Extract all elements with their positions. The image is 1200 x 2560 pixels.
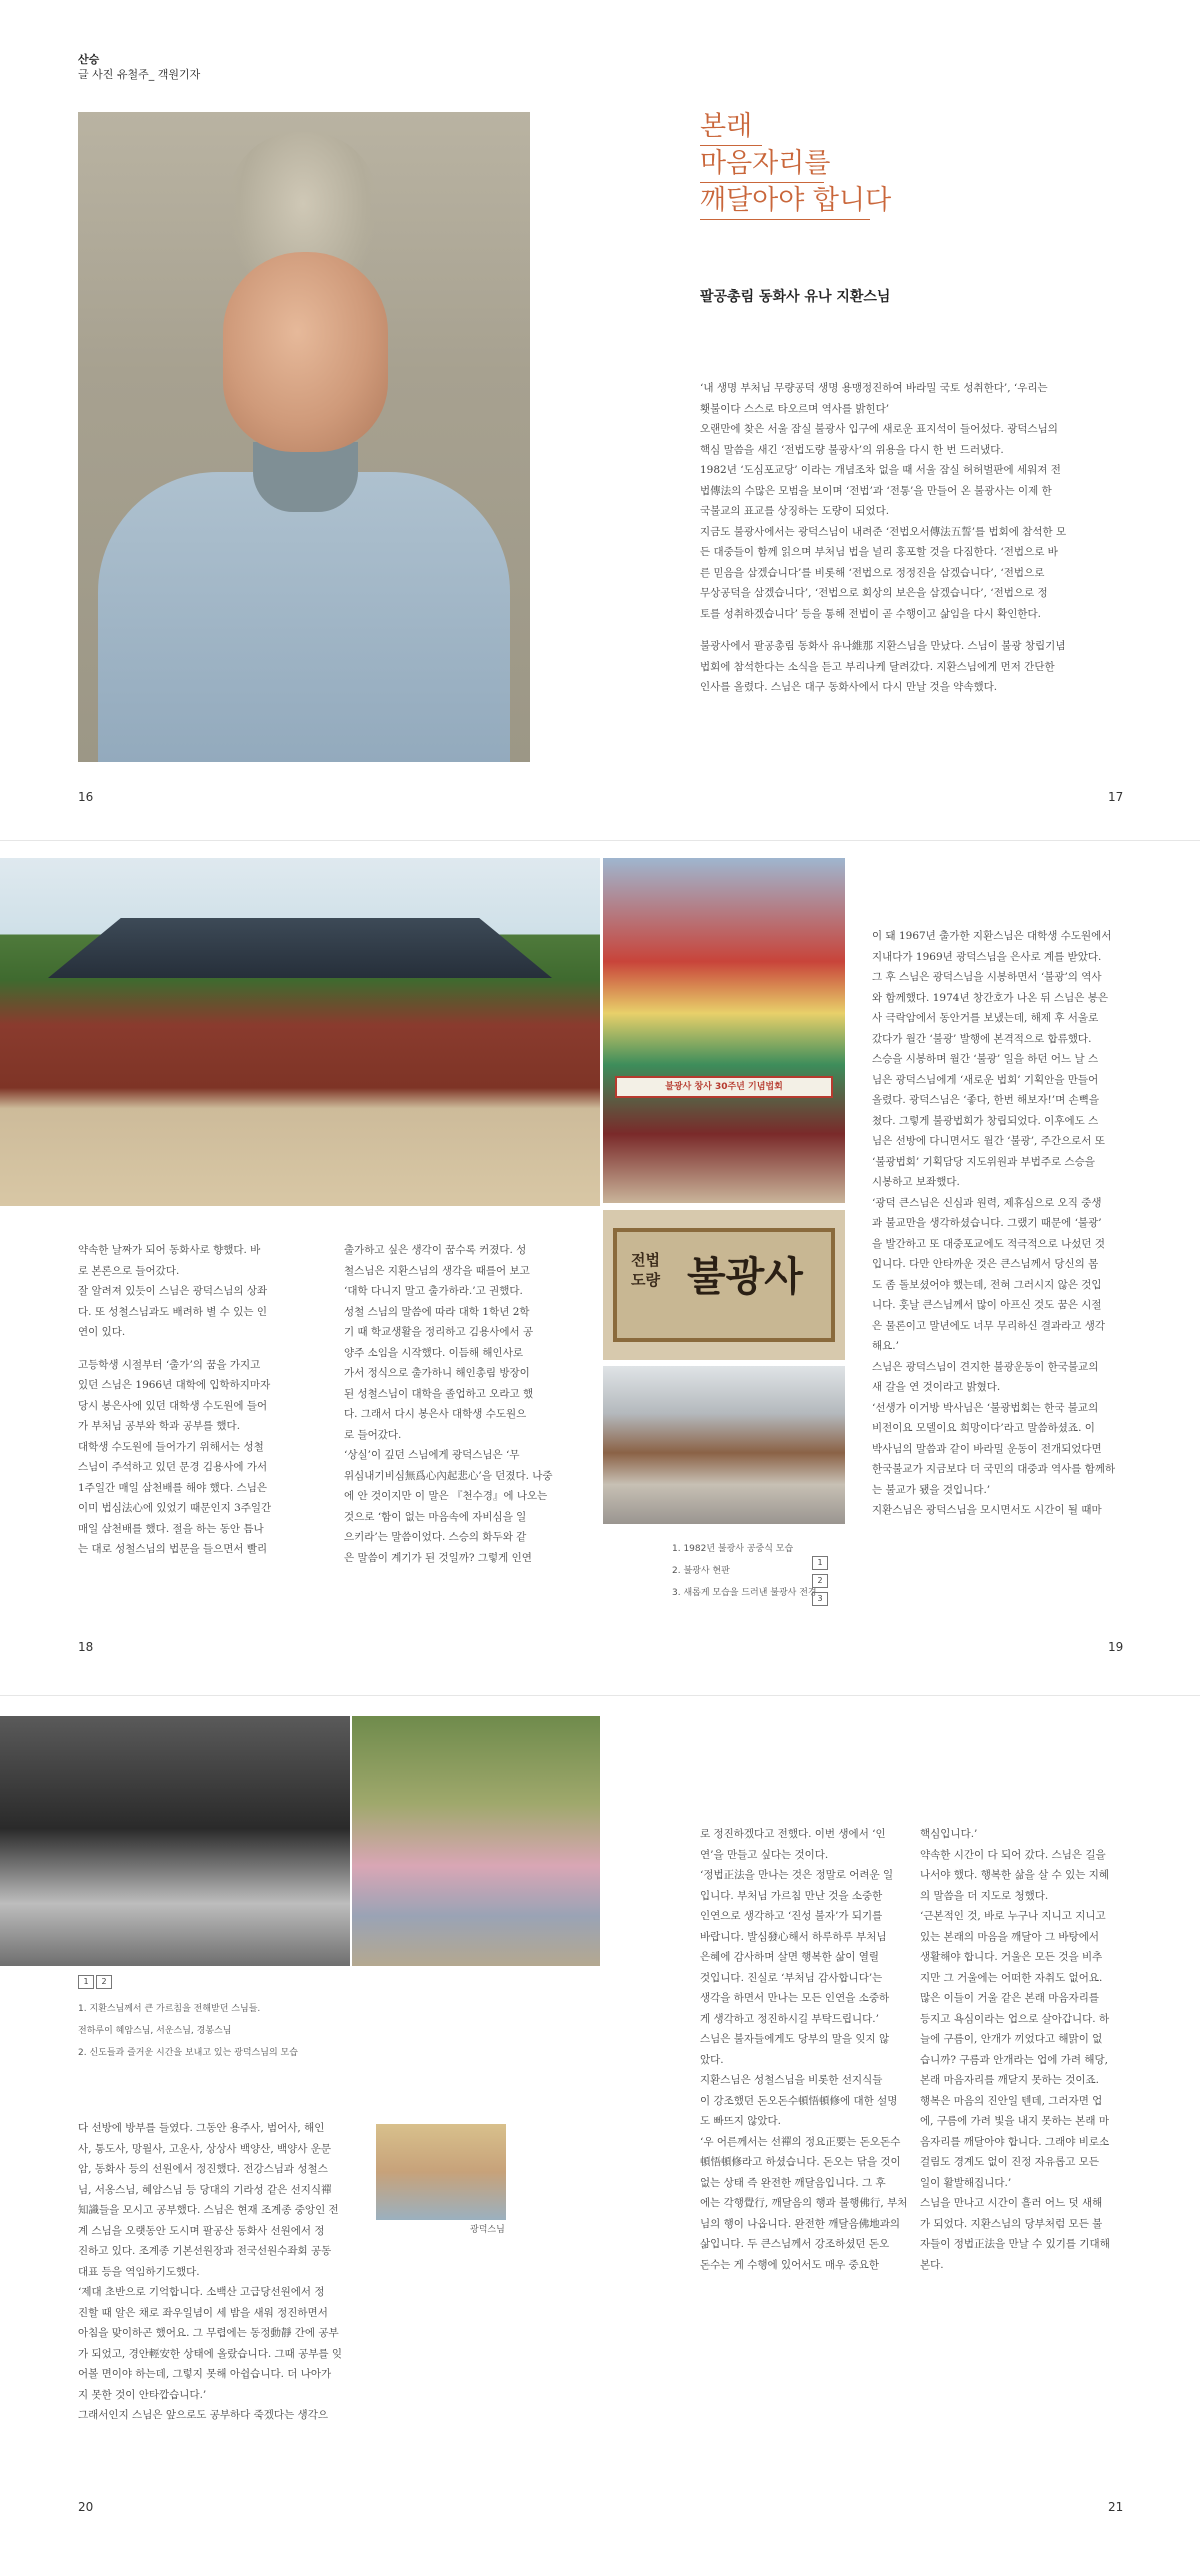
- body-line: [700, 624, 1100, 636]
- body-line: 핵심입니다.’: [920, 1828, 978, 1840]
- body-line: 스님은 광덕스님이 견지한 불광운동이 한국불교의: [872, 1360, 1099, 1373]
- body-line: 님은 광덕스님에게 ‘새로운 법회’ 기획안을 만들어: [872, 1073, 1099, 1086]
- body-line: 시봉하고 보좌했다.: [872, 1176, 960, 1188]
- body-line: 지만 그 거울에는 어떠한 자취도 없어요.: [920, 1971, 1103, 1984]
- body-line: 대표 등을 역임하기도했다.: [78, 2265, 200, 2278]
- title-underline-3: [700, 219, 870, 220]
- body-line: 이 강조했던 돈오돈수頓悟頓修에 대한 설명: [700, 2094, 898, 2107]
- page-number-17: 17: [1108, 790, 1124, 804]
- body-line: 로 정진하겠다고 전했다. 이번 생에서 ‘인: [700, 1828, 886, 1840]
- monk-portrait-photo: [78, 112, 530, 762]
- festival-banner: 불광사 창사 30주년 기념법회: [615, 1076, 833, 1098]
- title-line-1: 본래: [700, 111, 753, 142]
- title-underline-1: [700, 145, 762, 146]
- body-line: 로 본론으로 들어갔다.: [78, 1264, 180, 1277]
- body-line: 은혜에 감사하며 살면 행복한 삶이 열릴: [700, 1951, 879, 1963]
- body-line: 고등학생 시절부터 ‘출가’의 꿈을 가지고: [78, 1358, 261, 1371]
- body-line: 출가하고 싶은 생각이 꿈수록 커졌다. 성: [344, 1244, 527, 1256]
- p20-body-text: [78, 2118, 358, 2426]
- body-line: 한국불교가 지금보다 더 국민의 대중과 역사를 함께하: [872, 1463, 1116, 1475]
- body-line: 돈수는 게 수행에 있어서도 매우 중요한: [700, 2258, 879, 2271]
- body-line: 과 불교만을 생각하셨습니다. 그랬기 때문에 ‘불광’: [872, 1217, 1102, 1229]
- body-line: 나서야 했다. 행복한 삶을 살 수 있는 지혜: [920, 1869, 1109, 1881]
- p19-captions: [672, 1534, 822, 1609]
- body-line: 매일 삼천배를 했다. 절을 하는 동안 틈나: [78, 1522, 264, 1535]
- body-line: 님의 행이 나옵니다. 완전한 깨달음佛地과의: [700, 2217, 900, 2230]
- body-line: 다. 그래서 다시 봉은사 대학생 수도원으: [344, 1408, 527, 1420]
- body-line: 스승을 시봉하며 월간 ‘불광’ 일을 하던 어느 날 스: [872, 1053, 1099, 1065]
- title-underline-2: [700, 182, 824, 183]
- body-line: 것입니다. 진실로 ‘부처님 감사합니다’는: [700, 1971, 883, 1984]
- caption-line: 1. 지환스님께서 큰 가르침을 전해받던 스님들.: [78, 2004, 261, 2014]
- spread-divider: [0, 840, 1200, 841]
- body-line: 일이 활발해집니다.’: [920, 2176, 1012, 2189]
- page-number-21: 21: [1108, 2500, 1124, 2514]
- body-line: 무상공덕을 삼겠습니다’, ‘전법으로 회상의 보은을 삼겠습니다’, ‘전법으로 정: [700, 587, 1048, 599]
- body-line: 지환스님은 성철스님을 비롯한 선지식들: [700, 2074, 883, 2086]
- body-line: 횃불이다 스스로 타오르며 역사를 밝힌다’: [700, 402, 890, 415]
- body-line: 에 안 것이지만 이 말은 『천수경』에 나오는: [344, 1490, 548, 1502]
- body-line: ‘광덕 큰스님은 신심과 원력, 제휴심으로 오직 중생: [872, 1196, 1102, 1209]
- body-line: ‘제대 초반으로 기억합니다. 소백산 고급당선원에서 정: [78, 2286, 325, 2298]
- body-line: 가서 정식으로 출가하니 해인총림 방장이: [344, 1367, 530, 1379]
- page-number-19: 19: [1108, 1640, 1124, 1654]
- body-line: 른 믿음을 삼겠습니다’를 비롯해 ‘전법으로 정정진을 삼겠습니다’, ‘전법으로: [700, 566, 1045, 579]
- body-line: 새 갈을 연 것이라고 밝혔다.: [872, 1381, 1001, 1393]
- title-line-2: 마음자리를: [700, 148, 831, 179]
- small-portrait-caption: 광덕스님: [470, 2225, 505, 2235]
- monks-bw-photo: [0, 1716, 350, 1966]
- body-line: 인연으로 생각하고 ‘진성 불자’가 되기를: [700, 1910, 883, 1922]
- body-line: 연이 있다.: [78, 1326, 126, 1338]
- body-line: 바랍니다. 발심發心해서 하루하루 부처님: [700, 1930, 887, 1943]
- dancing-monk-photo: [352, 1716, 600, 1966]
- caption-line: 1. 1982년 불광사 공중식 모습: [672, 1544, 794, 1554]
- body-line: 법회에 참석한다는 소식을 듣고 부리나케 달려갔다. 지환스님에게 먼저 간단한: [700, 660, 1055, 673]
- body-line: 의 말씀을 더 지도로 청했다.: [920, 1889, 1049, 1902]
- body-line: 은 물론이고 말년에도 너무 무리하신 결과라고 생각: [872, 1319, 1106, 1332]
- festival-photo: [603, 858, 845, 1203]
- signboard-small-bottom: 도량: [631, 1271, 660, 1289]
- body-line: 박사님의 말씀과 같이 바라밀 운동이 전개되었다면: [872, 1442, 1102, 1455]
- body-line: ‘우 어른께서는 선禪의 정요正要는 돈오돈수: [700, 2135, 901, 2148]
- title-line-3: 깨달아야 합니다: [700, 185, 892, 216]
- body-line: 계 스님을 오랫동안 도시며 팔공산 동화사 선원에서 정: [78, 2224, 325, 2237]
- body-line: 에는 각행覺行, 깨달음의 행과 불행佛行, 부처: [700, 2197, 908, 2209]
- body-line: 생활해야 합니다. 거울은 모든 것을 비추: [920, 1951, 1103, 1963]
- body-line: 그래서인지 스님은 앞으로도 공부하다 죽겠다는 생각으: [78, 2409, 328, 2421]
- body-line: 약속한 시간이 다 되어 갔다. 스님은 길을: [920, 1848, 1106, 1861]
- signboard-small-top: 전법: [631, 1251, 660, 1269]
- body-line: 이 돼 1967년 출가한 지환스님은 대학생 수도원에서: [872, 930, 1112, 942]
- body-line: ‘선생가 이거방 박사님은 ‘불광법회는 한국 불교의: [872, 1401, 1099, 1414]
- body-line: 에, 구름에 가려 빛을 내지 못하는 본래 마: [920, 2115, 1109, 2127]
- p20-captions: [78, 1994, 378, 2069]
- caption-box-3: 3: [812, 1592, 828, 1606]
- body-line: 있던 스님은 1966년 대학에 입학하지마자: [78, 1379, 271, 1391]
- page-number-20: 20: [78, 2500, 94, 2514]
- body-line: 본래 마음자리를 깨닫지 못하는 것이죠.: [920, 2074, 1099, 2086]
- body-line: 갔다가 월간 ‘불광’ 발행에 본격적으로 합류했다.: [872, 1032, 1092, 1045]
- caption-box-2: 2: [812, 1574, 828, 1588]
- body-line: 님은 선방에 다니면서도 월간 ‘불광’, 주간으로서 또: [872, 1135, 1105, 1147]
- article-subtitle: 팔공총림 동화사 유나 지환스님: [700, 289, 891, 305]
- body-line: 습니까? 구름과 안개라는 업에 가려 해당,: [920, 2053, 1108, 2066]
- caption-box-1: 1: [812, 1556, 828, 1570]
- body-line: 스님을 만나고 시간이 흘러 어느 덧 새해: [920, 2197, 1103, 2209]
- body-line: 이미 법심法心에 있었기 때문인지 3주일간: [78, 1502, 272, 1514]
- body-line: 기 때 학교생활을 정리하고 김용사에서 공: [344, 1326, 534, 1338]
- body-line: 을 발간하고 또 대중포교에도 적극적으로 나섰던 것: [872, 1237, 1106, 1250]
- body-line: 가 되었다. 지환스님의 당부처럼 모든 불: [920, 2217, 1103, 2230]
- body-line: 국불교의 표교를 상징하는 도량이 되었다.: [700, 505, 890, 517]
- body-line: 은 말씀이 계기가 된 것일까? 그렇게 인연: [344, 1551, 532, 1564]
- page-number-16: 16: [78, 790, 94, 804]
- body-line: 핵심 말씀을 새긴 ‘전법도량 불광사’의 위용을 다시 한 번 드러냈다.: [700, 443, 1004, 456]
- body-line: 올렸다. 광덕스님은 ‘좋다, 한번 해보자!’며 손뼉을: [872, 1094, 1099, 1106]
- body-line: 쳤다. 그렇게 불광법회가 창립되었다. 이후에도 스: [872, 1114, 1099, 1127]
- body-line: 불광사에서 팔공총림 동화사 유나維那 지환스님을 만났다. 스님이 불광 창립기념: [700, 640, 1066, 652]
- body-line: 생각을 하면서 만나는 모든 인연을 소중하: [700, 1992, 890, 2004]
- body-line: 법傳法의 수많은 모범을 보이며 ‘전법’과 ‘전통’을 만들어 온 불광사는 이제 한: [700, 484, 1052, 497]
- p18-body-col-a: [78, 1240, 318, 1560]
- body-line: 철스님은 지환스님의 생각을 때를어 보고: [344, 1264, 530, 1277]
- body-line: 입니다. 다만 안타까운 것은 큰스님께서 당신의 몸: [872, 1258, 1099, 1270]
- body-line: 없는 상태 즉 완전한 깨달음입니다. 그 후: [700, 2176, 886, 2189]
- body-line: 사, 통도사, 망월사, 고운사, 상상사 백양산, 백양사 운문: [78, 2142, 332, 2155]
- body-line: 약속한 날짜가 되어 동화사로 향했다. 바: [78, 1244, 261, 1256]
- caption-line: 3. 새롭게 모습을 드러낸 불광사 전경: [672, 1588, 817, 1598]
- body-line: 늘에 구름이, 안개가 끼었다고 해맑이 없: [920, 2033, 1103, 2045]
- body-line: 자들이 정법正法을 만날 수 있기를 기대해: [920, 2238, 1110, 2250]
- p18-body-col-b: [344, 1240, 584, 1568]
- body-line: 것으로 ‘함이 없는 마음속에 자비심을 일: [344, 1510, 527, 1523]
- body-line: 다 선방에 방부를 들였다. 그동안 용주사, 범어사, 해인: [78, 2122, 325, 2134]
- article-title: [700, 108, 891, 219]
- caption-line: 2. 신도들과 즐거운 시간을 보내고 있는 광덕스님의 모습: [78, 2048, 298, 2058]
- body-line: 음자리를 깨달아야 합니다. 그래야 비로소: [920, 2135, 1110, 2148]
- small-portrait-photo: [376, 2124, 506, 2220]
- body-line: 그 후 스님은 광덕스님을 시봉하면서 ‘불광’의 역사: [872, 971, 1102, 983]
- body-line: 든 대중들이 함께 읽으며 부처님 법을 널리 홍포할 것을 다짐한다. ‘전법으로 바: [700, 546, 1058, 558]
- body-line: 위심내기비심無爲心內起悲心’을 던졌다. 나중: [344, 1469, 553, 1482]
- page-header: [78, 52, 200, 82]
- section-label: 산승: [78, 53, 100, 66]
- body-line: 지내다가 1969년 광덕스님을 은사로 계를 받았다.: [872, 950, 1102, 963]
- signboard-name: 불광사: [687, 1253, 803, 1300]
- body-line: 암, 동화사 등의 선원에서 정진했다. 전강스님과 성철스: [78, 2163, 328, 2175]
- body-line: 도 좀 돌보셨어야 했는데, 전혀 그러시지 않은 것입: [872, 1278, 1102, 1291]
- body-line: 행복은 마음의 진안일 텐데, 그러자면 업: [920, 2094, 1103, 2107]
- body-line: 게 생각하고 정진하시길 부탁드립니다.’: [700, 2012, 879, 2025]
- body-line: 가 부처님 공부와 학과 공부를 했다.: [78, 1420, 241, 1432]
- temple-photo: [0, 858, 600, 1206]
- body-line: ‘불광법회’ 기획담당 지도위원과 부법주로 스승을: [872, 1155, 1095, 1168]
- body-line: ‘정법正法을 만나는 것은 정말로 어려운 일: [700, 1869, 894, 1881]
- body-line: 인사를 올렸다. 스님은 대구 동화사에서 다시 만날 것을 약속했다.: [700, 681, 998, 693]
- body-line: 비전이요 모델이요 희망이다’라고 말씀하셨죠. 이: [872, 1422, 1095, 1434]
- body-line: 입니다. 부처님 가르침 만난 것을 소중한: [700, 1889, 883, 1902]
- body-line: 스님은 불자들에게도 당부의 말을 잊지 않: [700, 2033, 890, 2045]
- body-line: 는 대로 성철스님의 법문을 들으면서 빨리: [78, 1543, 268, 1555]
- p21-body-col-b: [920, 1824, 1130, 2275]
- body-line: 는 불교가 됐을 것입니다.’: [872, 1483, 991, 1496]
- body-line: 성철 스님의 말씀에 따라 대학 1학년 2학: [344, 1305, 530, 1318]
- temple-building-photo: [603, 1366, 845, 1524]
- signboard-photo: [603, 1210, 845, 1360]
- body-line: ‘상실’이 깊던 스님에게 광덕스님은 ‘무: [344, 1449, 520, 1461]
- caption-line: 2. 불광사 현판: [672, 1566, 730, 1576]
- body-line: 1982년 ‘도심포교당’ 이라는 개념조차 없을 때 서울 잠실 허허벌판에 세워져 전: [700, 464, 1061, 476]
- spread-divider-2: [0, 1695, 1200, 1696]
- body-line: 가 되었고, 경안輕安한 상태에 올랐습니다. 그때 공부를 잊: [78, 2347, 343, 2360]
- caption-line: 전하루이 혜암스님, 서운스님, 경봉스님: [78, 2026, 232, 2036]
- body-line: 1주일간 매일 삼천배를 해야 했다. 스님은: [78, 1481, 267, 1494]
- body-line: 지금도 불광사에서는 광덕스님이 내려준 ‘전법오서傳法五誓’를 법회에 참석한 모: [700, 525, 1067, 538]
- p19-body-text: [872, 926, 1122, 1521]
- body-line: 토를 성취하겠습니다’ 등을 통해 전법이 곧 수행이고 삶임을 다시 확인한다.: [700, 607, 1042, 620]
- body-line: 많은 이들이 거울 같은 본래 마음자리를: [920, 1992, 1099, 2004]
- body-line: 스님이 주석하고 있던 문경 김용사에 가서: [78, 1461, 268, 1473]
- body-line: 와 함께했다. 1974년 창간호가 나온 뒤 스님은 봉은: [872, 991, 1108, 1004]
- body-line: 본다.: [920, 2258, 944, 2271]
- body-line: 로 들어갔다.: [344, 1428, 402, 1441]
- body-line: 도 빠뜨지 않았다.: [700, 2115, 782, 2127]
- credit-line: 글 사진 유철주_ 객원기자: [78, 68, 201, 81]
- body-line: 양주 소임을 시작했다. 이듬해 해인사로: [344, 1346, 523, 1359]
- body-line: 당시 봉은사에 있던 대학생 수도원에 들어: [78, 1399, 268, 1412]
- body-line: 걸림도 경계도 없이 진정 자유롭고 모든: [920, 2156, 1099, 2168]
- page-number-18: 18: [78, 1640, 94, 1654]
- body-line: 아침을 맞이하곤 했어요. 그 무렵에는 동정動靜 간에 공부: [78, 2327, 339, 2339]
- body-line: 있는 본래의 마음을 깨달아 그 바탕에서: [920, 1930, 1099, 1943]
- body-line: 진하고 있다. 조계종 기본선원장과 전국선원수좌회 공동: [78, 2245, 332, 2257]
- body-line: ‘내 생명 부처님 무량공덕 생명 용맹정진하여 바라밀 국토 성취한다’, ‘우리는: [700, 382, 1048, 394]
- body-line: 해요.’: [872, 1340, 899, 1352]
- body-line: 니다. 훗날 큰스님께서 많이 아프신 것도 꿈은 시절: [872, 1299, 1102, 1311]
- caption-box-p20-2: 2: [96, 1975, 112, 1989]
- body-line: 으키라’는 말씀이었다. 스승의 화두와 같: [344, 1531, 527, 1543]
- body-line: 사 극락암에서 동안거를 보냈는데, 해제 후 서울로: [872, 1012, 1099, 1024]
- body-line: 진할 때 알은 채로 좌우일념이 세 밤을 새워 정진하면서: [78, 2306, 328, 2319]
- body-line: 어볼 면이야 하는데, 그렇지 못해 아쉽습니다. 더 나아가: [78, 2368, 332, 2380]
- body-line: 연’을 만들고 싶다는 것이다.: [700, 1848, 829, 1861]
- body-line: 았다.: [700, 2053, 724, 2066]
- body-line: 知識들을 모시고 공부했다. 스님은 현재 조계종 중앙인 전: [78, 2204, 339, 2216]
- body-line: ‘대학 다니지 말고 출가하라.’고 권했다.: [344, 1285, 523, 1297]
- body-line: 지 못한 것이 안타깝습니다.’: [78, 2388, 207, 2401]
- body-line: 된 성철스님이 대학을 졸업하고 오라고 했: [344, 1387, 534, 1400]
- body-line: 오랜만에 찾은 서울 잠실 불광사 입구에 새로운 표지석이 들어섰다. 광덕스님의: [700, 423, 1058, 435]
- body-line: 삶입니다. 두 큰스님께서 강조하셨던 돈오: [700, 2238, 890, 2250]
- body-line: 지환스님은 광덕스님을 모시면서도 시간이 될 때마: [872, 1504, 1102, 1516]
- p21-body-col-a: [700, 1824, 910, 2275]
- body-line: ‘근본적인 것, 바로 누구나 지니고 지니고: [920, 1910, 1106, 1922]
- body-line: 대학생 수도원에 들어가기 위해서는 성철: [78, 1440, 264, 1453]
- body-line: 님, 서옹스님, 혜암스님 등 당대의 기라성 같은 선지식禪: [78, 2183, 332, 2196]
- p17-body-text: [700, 378, 1100, 698]
- body-line: 다. 또 성철스님과도 배려하 별 수 있는 인: [78, 1305, 267, 1318]
- body-line: [78, 1343, 318, 1355]
- body-line: 頓悟頓修라고 하셨습니다. 돈오는 닦을 것이: [700, 2156, 901, 2168]
- body-line: 잘 알려져 있듯이 스님은 광덕스님의 상좌: [78, 1285, 268, 1297]
- caption-box-p20-1: 1: [78, 1975, 94, 1989]
- body-line: 등지고 욕심이라는 업으로 살아갑니다. 하: [920, 2012, 1110, 2025]
